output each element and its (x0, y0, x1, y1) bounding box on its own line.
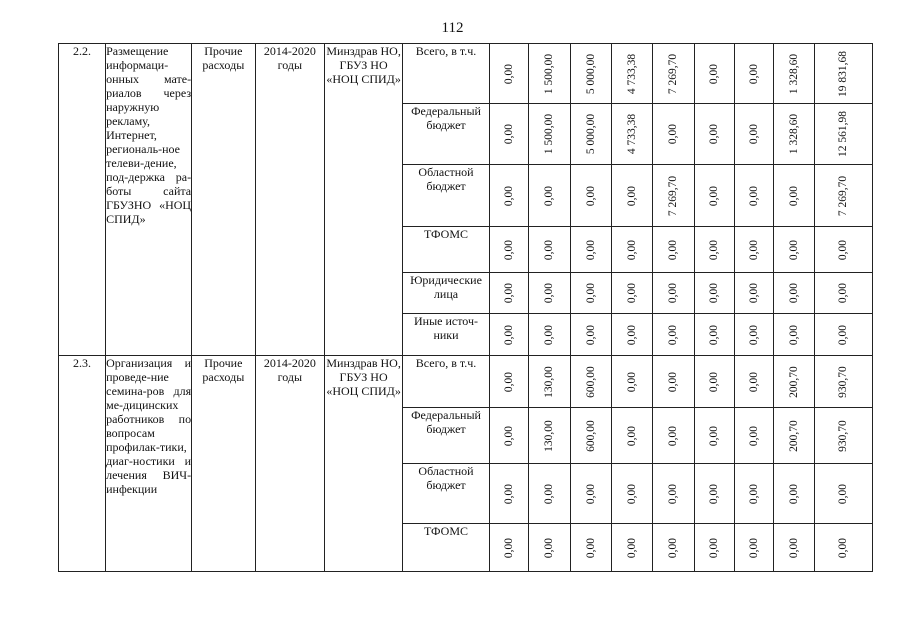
period: 2014-2020 годы (255, 356, 325, 572)
value: 0,00 (502, 537, 515, 558)
value: 0,00 (502, 282, 515, 304)
value-cell (528, 44, 570, 104)
value: 0,00 (543, 239, 556, 260)
value: 0,00 (837, 282, 850, 304)
value: 0,00 (708, 425, 721, 446)
value: 0,00 (584, 185, 597, 206)
value: 0,00 (625, 282, 638, 304)
value: 0,00 (584, 483, 597, 504)
value-cell (773, 44, 814, 104)
value: 0,00 (667, 371, 680, 392)
value: 0,00 (747, 324, 760, 345)
value-cell (611, 227, 652, 273)
value-cell (611, 273, 652, 314)
value: 0,00 (747, 185, 760, 206)
value: 0,00 (708, 324, 721, 345)
value-cell (694, 356, 734, 408)
value-cell (490, 524, 529, 572)
value-cell (611, 356, 652, 408)
value: 0,00 (625, 537, 638, 558)
value-cell (814, 273, 872, 314)
value: 0,00 (708, 282, 721, 304)
value-cell (611, 314, 652, 356)
value: 0,00 (787, 537, 800, 558)
value-cell (814, 408, 872, 464)
value-cell (734, 227, 773, 273)
executor: Минздрав НО, ГБУЗ НО «НОЦ СПИД» (325, 44, 403, 356)
value: 5 000,00 (584, 113, 597, 155)
value-cell (773, 464, 814, 524)
table-row (59, 44, 873, 104)
value: 4 733,38 (625, 113, 638, 155)
value-cell (734, 408, 773, 464)
value-cell (528, 165, 570, 227)
table-body (59, 44, 873, 572)
value-cell (773, 356, 814, 408)
value-cell (611, 524, 652, 572)
value: 0,00 (787, 185, 800, 206)
value-cell (694, 104, 734, 165)
value: 0,00 (543, 185, 556, 206)
value: 0,00 (625, 239, 638, 260)
value: 0,00 (502, 425, 515, 446)
value: 0,00 (787, 324, 800, 345)
value: 0,00 (502, 324, 515, 345)
value: 0,00 (787, 282, 800, 304)
value-cell (528, 408, 570, 464)
value-cell (528, 524, 570, 572)
value-cell (490, 44, 529, 104)
value-cell (652, 273, 694, 314)
table-row (59, 356, 873, 408)
value-cell (570, 104, 611, 165)
value-cell (814, 165, 872, 227)
value: 0,00 (837, 239, 850, 260)
value: 0,00 (747, 371, 760, 392)
value-cell (652, 408, 694, 464)
value-cell (611, 464, 652, 524)
value: 12 561,98 (837, 111, 850, 157)
value: 200,70 (787, 419, 800, 452)
value-cell (611, 104, 652, 165)
value: 0,00 (543, 483, 556, 504)
value: 0,00 (747, 537, 760, 558)
value-cell (528, 227, 570, 273)
value-cell (694, 44, 734, 104)
funding-source: ТФОМС (403, 524, 490, 572)
value: 600,00 (584, 365, 597, 398)
value-cell (652, 356, 694, 408)
value-cell (570, 524, 611, 572)
value: 200,70 (787, 365, 800, 398)
value-cell (734, 356, 773, 408)
value-cell (734, 314, 773, 356)
value: 0,00 (502, 239, 515, 260)
value: 0,00 (667, 483, 680, 504)
value-cell (652, 464, 694, 524)
value: 0,00 (625, 185, 638, 206)
value-cell (694, 227, 734, 273)
funding-source: Юридические лица (403, 273, 490, 314)
period: 2014-2020 годы (255, 44, 325, 356)
funding-source: ТФОМС (403, 227, 490, 273)
value: 0,00 (502, 371, 515, 392)
value-cell (570, 408, 611, 464)
value-cell (694, 165, 734, 227)
value: 0,00 (543, 282, 556, 304)
value-cell (773, 165, 814, 227)
value: 0,00 (708, 185, 721, 206)
value-cell (814, 356, 872, 408)
value-cell (490, 227, 529, 273)
funding-source: Областной бюджет (403, 464, 490, 524)
value-cell (814, 314, 872, 356)
value-cell (652, 227, 694, 273)
value: 0,00 (708, 371, 721, 392)
value-cell (570, 44, 611, 104)
value-cell (773, 273, 814, 314)
funding-source: Иные источ-ники (403, 314, 490, 356)
value-cell (611, 165, 652, 227)
row-number: 2.2. (59, 44, 106, 356)
value: 0,00 (502, 185, 515, 206)
value-cell (773, 408, 814, 464)
value-cell (490, 314, 529, 356)
value-cell (734, 44, 773, 104)
value: 0,00 (502, 483, 515, 504)
value-cell (528, 464, 570, 524)
value: 130,00 (543, 419, 556, 452)
value: 0,00 (708, 63, 721, 84)
value-cell (490, 408, 529, 464)
value: 0,00 (625, 425, 638, 446)
value-cell (490, 464, 529, 524)
value: 0,00 (747, 123, 760, 145)
value-cell (734, 273, 773, 314)
value: 4 733,38 (625, 53, 638, 94)
value-cell (734, 464, 773, 524)
value-cell (611, 408, 652, 464)
value: 0,00 (667, 282, 680, 304)
value-cell (814, 464, 872, 524)
row-number: 2.3. (59, 356, 106, 572)
value-cell (814, 524, 872, 572)
activity-description: Организация и проведе-ние семина-ров для ме-дицинских работников по вопросам профилак-тики, диаг-ностики и лечения ВИЧ-инфекции (106, 356, 192, 572)
activity-description: Размещение информаци-онных мате-риалов через наружную рекламу, Интернет, региональ-ное телеви-дение, под-держка ра-боты сайта ГБУЗНО «НОЦ СПИД» (106, 44, 192, 356)
value: 0,00 (625, 324, 638, 345)
value-cell (652, 44, 694, 104)
value: 0,00 (837, 537, 850, 558)
value-cell (734, 524, 773, 572)
value: 7 269,70 (667, 175, 680, 216)
value: 0,00 (708, 123, 721, 145)
value: 0,00 (543, 324, 556, 345)
funding-source: Всего, в т.ч. (403, 44, 490, 104)
value-cell (773, 314, 814, 356)
value: 930,70 (837, 419, 850, 452)
value-cell (490, 104, 529, 165)
value-cell (734, 104, 773, 165)
value: 0,00 (747, 483, 760, 504)
value-cell (694, 464, 734, 524)
executor: Минздрав НО, ГБУЗ НО «НОЦ СПИД» (325, 356, 403, 572)
value-cell (694, 524, 734, 572)
value: 0,00 (584, 282, 597, 304)
value-cell (694, 273, 734, 314)
value: 0,00 (708, 239, 721, 260)
value-cell (570, 165, 611, 227)
value-cell (814, 227, 872, 273)
value-cell (652, 104, 694, 165)
value: 0,00 (837, 324, 850, 345)
value: 0,00 (747, 282, 760, 304)
value-cell (694, 408, 734, 464)
value-cell (570, 356, 611, 408)
value: 0,00 (502, 63, 515, 84)
value-cell (570, 464, 611, 524)
value-cell (814, 44, 872, 104)
value: 0,00 (667, 123, 680, 145)
value: 0,00 (667, 324, 680, 345)
value: 0,00 (747, 239, 760, 260)
page-number: 112 (441, 20, 464, 36)
value-cell (490, 165, 529, 227)
value: 0,00 (837, 483, 850, 504)
value: 0,00 (584, 239, 597, 260)
funding-source: Федеральный бюджет (403, 104, 490, 165)
budget-table (58, 43, 873, 572)
value-cell (528, 273, 570, 314)
value: 0,00 (625, 483, 638, 504)
value-cell (734, 165, 773, 227)
value-cell (490, 356, 529, 408)
value: 19 831,68 (837, 50, 850, 97)
value-cell (694, 314, 734, 356)
value: 0,00 (667, 239, 680, 260)
value-cell (773, 524, 814, 572)
value: 7 269,70 (667, 53, 680, 94)
value-cell (528, 104, 570, 165)
value: 0,00 (747, 63, 760, 84)
value: 1 328,60 (787, 53, 800, 94)
value: 0,00 (502, 123, 515, 145)
funding-source: Федеральный бюджет (403, 408, 490, 464)
value: 1 500,00 (543, 53, 556, 94)
value: 5 000,00 (584, 53, 597, 94)
value: 0,00 (708, 537, 721, 558)
value-cell (528, 314, 570, 356)
value: 0,00 (708, 483, 721, 504)
value-cell (773, 104, 814, 165)
value-cell (611, 44, 652, 104)
value: 600,00 (584, 419, 597, 452)
value: 0,00 (543, 537, 556, 558)
value-cell (570, 227, 611, 273)
value: 7 269,70 (837, 175, 850, 216)
value-cell (570, 273, 611, 314)
value: 1 500,00 (543, 113, 556, 155)
value: 1 328,60 (787, 113, 800, 155)
expense-type: Прочие расходы (192, 356, 255, 572)
value: 930,70 (837, 365, 850, 398)
value: 0,00 (667, 537, 680, 558)
value-cell (528, 356, 570, 408)
funding-source: Всего, в т.ч. (403, 356, 490, 408)
value: 0,00 (787, 483, 800, 504)
value: 0,00 (747, 425, 760, 446)
value: 0,00 (667, 425, 680, 446)
value: 130,00 (543, 365, 556, 398)
value-cell (652, 524, 694, 572)
value-cell (652, 165, 694, 227)
value: 0,00 (584, 537, 597, 558)
value: 0,00 (584, 324, 597, 345)
funding-source: Областной бюджет (403, 165, 490, 227)
value-cell (570, 314, 611, 356)
value-cell (814, 104, 872, 165)
value: 0,00 (787, 239, 800, 260)
value-cell (773, 227, 814, 273)
expense-type: Прочие расходы (192, 44, 255, 356)
value-cell (652, 314, 694, 356)
value: 0,00 (625, 371, 638, 392)
value-cell (490, 273, 529, 314)
